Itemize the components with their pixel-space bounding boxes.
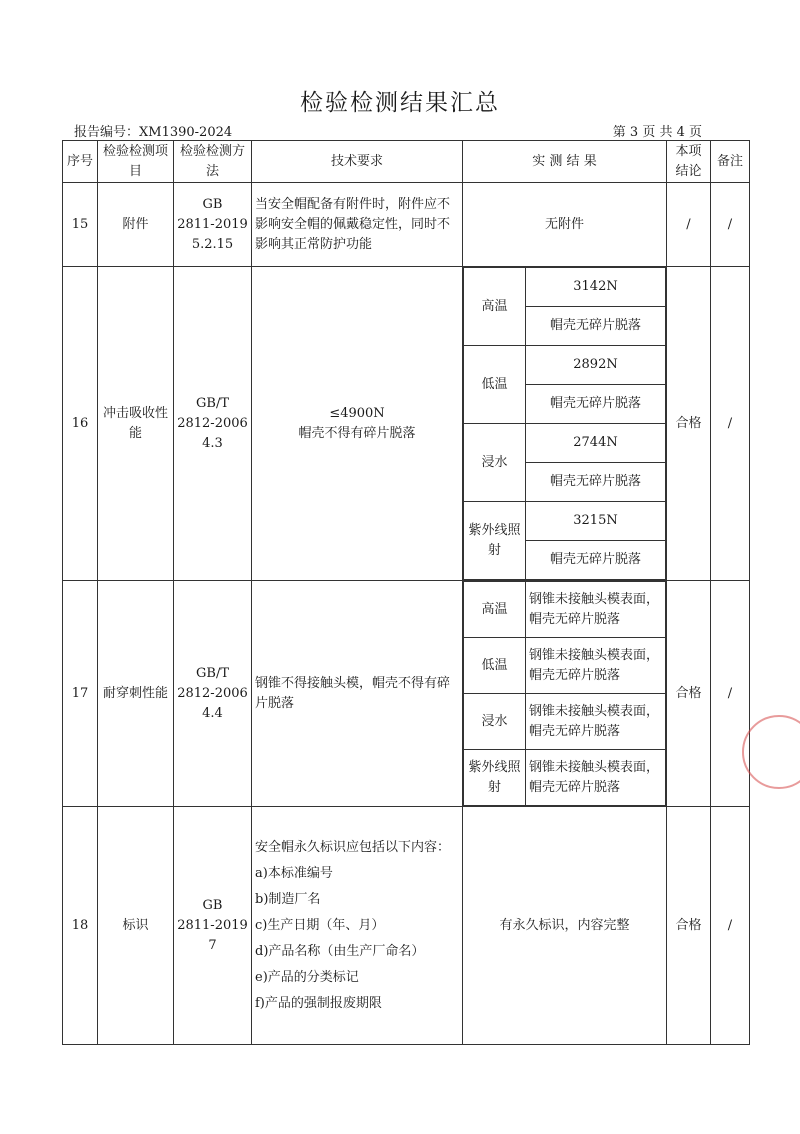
sub-condition: 高温 — [464, 268, 526, 346]
row-remark: / — [711, 183, 750, 267]
header-conclusion: 本项结论 — [667, 141, 711, 183]
row-item: 冲击吸收性能 — [98, 267, 174, 581]
row-method: GB 2811-2019 5.2.15 — [174, 183, 252, 267]
sub-note: 帽壳无碎片脱落 — [526, 307, 666, 346]
official-seal — [742, 715, 800, 789]
sub-value: 2744N — [526, 424, 666, 463]
row-remark: / — [711, 267, 750, 581]
row-conclusion: / — [667, 183, 711, 267]
table-row — [63, 807, 750, 1045]
sub-value: 3215N — [526, 502, 666, 541]
sub-condition: 低温 — [464, 638, 526, 694]
puncture-subtable — [463, 581, 666, 806]
row-method: GB/T 2812-2006 4.3 — [174, 267, 252, 581]
row-item: 附件 — [98, 183, 174, 267]
table-row — [63, 581, 750, 807]
sub-value: 钢锥未接触头模表面，帽壳无碎片脱落 — [526, 750, 666, 806]
results-table — [62, 140, 750, 1045]
header-item: 检验检测项目 — [98, 141, 174, 183]
row-seq: 17 — [63, 581, 98, 807]
header-row — [63, 141, 750, 183]
row-requirement: ≤4900N 帽壳不得有碎片脱落 — [252, 267, 463, 581]
header-result: 实 测 结 果 — [463, 141, 667, 183]
row-requirement: 当安全帽配备有附件时，附件应不影响安全帽的佩戴稳定性，同时不影响其正常防护功能 — [252, 183, 463, 267]
row-item: 标识 — [98, 807, 174, 1045]
row-result-nested — [463, 267, 667, 581]
row-seq: 18 — [63, 807, 98, 1045]
header-method: 检验检测方法 — [174, 141, 252, 183]
table-row — [63, 267, 750, 581]
row-result: 无附件 — [463, 183, 667, 267]
page-number: 第 3 页 共 4 页 — [612, 125, 702, 140]
row-result-nested — [463, 581, 667, 807]
sub-condition: 紫外线照射 — [464, 502, 526, 580]
table-row — [63, 183, 750, 267]
impact-subtable — [463, 267, 666, 580]
sub-note: 帽壳无碎片脱落 — [526, 385, 666, 424]
row-conclusion: 合格 — [667, 807, 711, 1045]
sub-value: 3142N — [526, 268, 666, 307]
row-result: 有永久标识，内容完整 — [463, 807, 667, 1045]
sub-value: 钢锥未接触头模表面，帽壳无碎片脱落 — [526, 638, 666, 694]
page-title: 检验检测结果汇总 — [300, 90, 500, 116]
row-conclusion: 合格 — [667, 267, 711, 581]
row-seq: 15 — [63, 183, 98, 267]
row-method: GB 2811-2019 7 — [174, 807, 252, 1045]
row-remark: / — [711, 807, 750, 1045]
sub-condition: 低温 — [464, 346, 526, 424]
row-conclusion: 合格 — [667, 581, 711, 807]
sub-condition: 浸水 — [464, 694, 526, 750]
row-method: GB/T 2812-2006 4.4 — [174, 581, 252, 807]
sub-condition: 浸水 — [464, 424, 526, 502]
row-remark: / — [711, 581, 750, 807]
row-requirement: 钢锥不得接触头模，帽壳不得有碎片脱落 — [252, 581, 463, 807]
sub-note: 帽壳无碎片脱落 — [526, 463, 666, 502]
header-remark: 备注 — [711, 141, 750, 183]
sub-condition: 高温 — [464, 582, 526, 638]
row-seq: 16 — [63, 267, 98, 581]
sub-value: 钢锥未接触头模表面，帽壳无碎片脱落 — [526, 582, 666, 638]
sub-note: 帽壳无碎片脱落 — [526, 541, 666, 580]
sub-value: 钢锥未接触头模表面，帽壳无碎片脱落 — [526, 694, 666, 750]
header-seq: 序号 — [63, 141, 98, 183]
row-item: 耐穿刺性能 — [98, 581, 174, 807]
row-requirement: 安全帽永久标识应包括以下内容： a)本标准编号 b)制造厂名 c)生产日期（年、月） d)产品名称（由生产厂命名） e)产品的分类标记 f)产品的强制报废期限 — [252, 807, 463, 1045]
report-number: 报告编号：XM1390-2024 — [74, 125, 233, 140]
header-requirement: 技术要求 — [252, 141, 463, 183]
sub-value: 2892N — [526, 346, 666, 385]
sub-condition: 紫外线照射 — [464, 750, 526, 806]
